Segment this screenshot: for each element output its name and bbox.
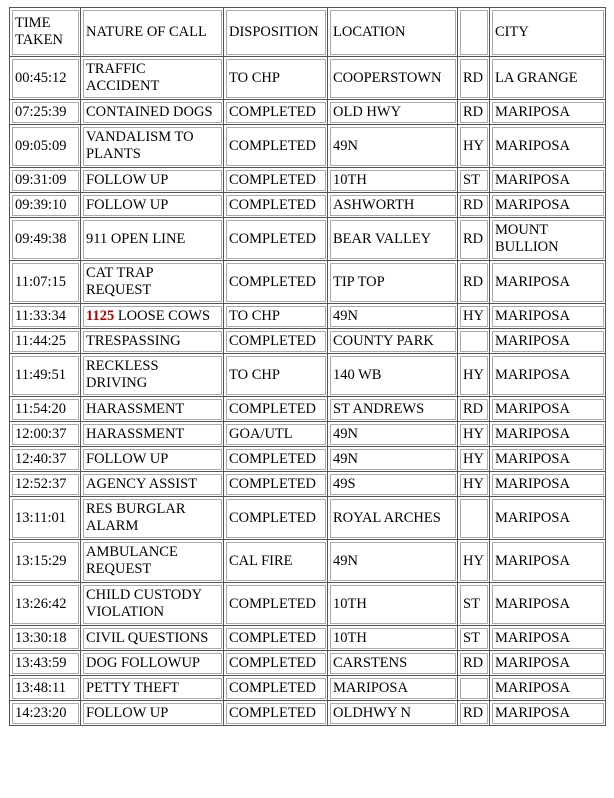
suffix-cell: RD xyxy=(458,651,490,676)
location-cell: MARIPOSA xyxy=(328,676,458,701)
disposition-cell: COMPLETED xyxy=(224,676,328,701)
location-cell: ASHWORTH xyxy=(328,193,458,218)
city-cell: MARIPOSA xyxy=(490,100,606,125)
disposition-cell: COMPLETED xyxy=(224,472,328,497)
disposition-cell: COMPLETED xyxy=(224,447,328,472)
location-cell: 10TH xyxy=(328,626,458,651)
city-cell: MARIPOSA xyxy=(490,701,606,726)
suffix-cell: RD xyxy=(458,218,490,261)
nature-cell: AGENCY ASSIST xyxy=(81,472,224,497)
table-row xyxy=(10,472,606,497)
location-cell: 10TH xyxy=(328,168,458,193)
suffix-cell: RD xyxy=(458,100,490,125)
nature-cell: FOLLOW UP xyxy=(81,168,224,193)
disposition-cell: COMPLETED xyxy=(224,100,328,125)
time-cell: 13:48:11 xyxy=(10,676,81,701)
city-cell: MARIPOSA xyxy=(490,354,606,397)
table-row xyxy=(10,447,606,472)
city-cell: MARIPOSA xyxy=(490,168,606,193)
table-row xyxy=(10,100,606,125)
header-disposition: DISPOSITION xyxy=(224,8,328,57)
suffix-cell: HY xyxy=(458,540,490,583)
time-cell: 09:39:10 xyxy=(10,193,81,218)
table-row xyxy=(10,261,606,304)
city-cell: MOUNT BULLION xyxy=(490,218,606,261)
suffix-cell: RD xyxy=(458,261,490,304)
city-cell: LA GRANGE xyxy=(490,57,606,100)
nature-cell: 1125 LOOSE COWS xyxy=(81,304,224,329)
disposition-cell: COMPLETED xyxy=(224,583,328,626)
disposition-cell: TO CHP xyxy=(224,57,328,100)
city-cell: MARIPOSA xyxy=(490,193,606,218)
time-cell: 12:40:37 xyxy=(10,447,81,472)
disposition-cell: COMPLETED xyxy=(224,651,328,676)
location-cell: COOPERSTOWN xyxy=(328,57,458,100)
time-cell: 13:26:42 xyxy=(10,583,81,626)
table-row xyxy=(10,193,606,218)
nature-cell: CHILD CUSTODY VIOLATION xyxy=(81,583,224,626)
city-cell: MARIPOSA xyxy=(490,125,606,168)
disposition-cell: COMPLETED xyxy=(224,193,328,218)
disposition-cell: GOA/UTL xyxy=(224,422,328,447)
table-row xyxy=(10,168,606,193)
nature-cell: FOLLOW UP xyxy=(81,447,224,472)
header-time: TIME TAKEN xyxy=(10,8,81,57)
disposition-cell: TO CHP xyxy=(224,354,328,397)
nature-cell: AMBULANCE REQUEST xyxy=(81,540,224,583)
location-cell: BEAR VALLEY xyxy=(328,218,458,261)
nature-cell: CAT TRAP REQUEST xyxy=(81,261,224,304)
suffix-cell xyxy=(458,676,490,701)
disposition-cell: COMPLETED xyxy=(224,497,328,540)
nature-cell: RES BURGLAR ALARM xyxy=(81,497,224,540)
table-row xyxy=(10,583,606,626)
header-suffix xyxy=(458,8,490,57)
suffix-cell: HY xyxy=(458,447,490,472)
location-cell: ROYAL ARCHES xyxy=(328,497,458,540)
location-cell: 49N xyxy=(328,422,458,447)
location-cell: OLD HWY xyxy=(328,100,458,125)
city-cell: MARIPOSA xyxy=(490,676,606,701)
time-cell: 13:15:29 xyxy=(10,540,81,583)
nature-cell: HARASSMENT xyxy=(81,397,224,422)
time-cell: 11:33:34 xyxy=(10,304,81,329)
table-row xyxy=(10,540,606,583)
location-cell: 49N xyxy=(328,540,458,583)
table-row xyxy=(10,422,606,447)
time-cell: 11:07:15 xyxy=(10,261,81,304)
nature-cell: RECKLESS DRIVING xyxy=(81,354,224,397)
disposition-cell: COMPLETED xyxy=(224,168,328,193)
table-row xyxy=(10,497,606,540)
table-row xyxy=(10,57,606,100)
city-cell: MARIPOSA xyxy=(490,497,606,540)
call-log-table xyxy=(9,7,606,726)
suffix-cell: RD xyxy=(458,701,490,726)
city-cell: MARIPOSA xyxy=(490,626,606,651)
city-cell: MARIPOSA xyxy=(490,447,606,472)
nature-cell: VANDALISM TO PLANTS xyxy=(81,125,224,168)
city-cell: MARIPOSA xyxy=(490,397,606,422)
suffix-cell: RD xyxy=(458,193,490,218)
nature-cell: CONTAINED DOGS xyxy=(81,100,224,125)
suffix-cell: HY xyxy=(458,125,490,168)
location-cell: 10TH xyxy=(328,583,458,626)
time-cell: 11:44:25 xyxy=(10,329,81,354)
city-cell: MARIPOSA xyxy=(490,583,606,626)
time-cell: 12:00:37 xyxy=(10,422,81,447)
disposition-cell: COMPLETED xyxy=(224,329,328,354)
suffix-cell: ST xyxy=(458,168,490,193)
suffix-cell xyxy=(458,497,490,540)
time-cell: 09:49:38 xyxy=(10,218,81,261)
table-row xyxy=(10,397,606,422)
table-row xyxy=(10,651,606,676)
table-row xyxy=(10,304,606,329)
disposition-cell: COMPLETED xyxy=(224,218,328,261)
nature-cell: HARASSMENT xyxy=(81,422,224,447)
nature-cell: FOLLOW UP xyxy=(81,193,224,218)
time-cell: 00:45:12 xyxy=(10,57,81,100)
city-cell: MARIPOSA xyxy=(490,329,606,354)
disposition-cell: COMPLETED xyxy=(224,261,328,304)
nature-cell: CIVIL QUESTIONS xyxy=(81,626,224,651)
time-cell: 07:25:39 xyxy=(10,100,81,125)
city-cell: MARIPOSA xyxy=(490,472,606,497)
table-row xyxy=(10,626,606,651)
time-cell: 13:43:59 xyxy=(10,651,81,676)
city-cell: MARIPOSA xyxy=(490,540,606,583)
nature-cell: DOG FOLLOWUP xyxy=(81,651,224,676)
suffix-cell: RD xyxy=(458,57,490,100)
disposition-cell: COMPLETED xyxy=(224,701,328,726)
suffix-cell: ST xyxy=(458,583,490,626)
suffix-cell: HY xyxy=(458,472,490,497)
location-cell: ST ANDREWS xyxy=(328,397,458,422)
disposition-cell: COMPLETED xyxy=(224,397,328,422)
time-cell: 09:05:09 xyxy=(10,125,81,168)
city-cell: MARIPOSA xyxy=(490,261,606,304)
time-cell: 13:11:01 xyxy=(10,497,81,540)
location-cell: COUNTY PARK xyxy=(328,329,458,354)
time-cell: 13:30:18 xyxy=(10,626,81,651)
suffix-cell: HY xyxy=(458,304,490,329)
city-cell: MARIPOSA xyxy=(490,304,606,329)
table-row xyxy=(10,329,606,354)
suffix-cell: ST xyxy=(458,626,490,651)
city-cell: MARIPOSA xyxy=(490,422,606,447)
header-row xyxy=(10,8,606,57)
header-city: CITY xyxy=(490,8,606,57)
location-cell: TIP TOP xyxy=(328,261,458,304)
suffix-cell: HY xyxy=(458,422,490,447)
disposition-cell: COMPLETED xyxy=(224,626,328,651)
header-location: LOCATION xyxy=(328,8,458,57)
table-row xyxy=(10,701,606,726)
time-cell: 11:54:20 xyxy=(10,397,81,422)
time-cell: 09:31:09 xyxy=(10,168,81,193)
disposition-cell: CAL FIRE xyxy=(224,540,328,583)
location-cell: OLDHWY N xyxy=(328,701,458,726)
nature-cell: 911 OPEN LINE xyxy=(81,218,224,261)
table-row xyxy=(10,354,606,397)
location-cell: 49S xyxy=(328,472,458,497)
suffix-cell: RD xyxy=(458,397,490,422)
suffix-cell xyxy=(458,329,490,354)
city-cell: MARIPOSA xyxy=(490,651,606,676)
location-cell: 140 WB xyxy=(328,354,458,397)
table-row xyxy=(10,676,606,701)
header-nature: NATURE OF CALL xyxy=(81,8,224,57)
time-cell: 11:49:51 xyxy=(10,354,81,397)
disposition-cell: TO CHP xyxy=(224,304,328,329)
location-cell: 49N xyxy=(328,304,458,329)
time-cell: 12:52:37 xyxy=(10,472,81,497)
table-row xyxy=(10,218,606,261)
disposition-cell: COMPLETED xyxy=(224,125,328,168)
suffix-cell: HY xyxy=(458,354,490,397)
time-cell: 14:23:20 xyxy=(10,701,81,726)
location-cell: 49N xyxy=(328,125,458,168)
call-code: 1125 xyxy=(86,307,115,324)
nature-cell: PETTY THEFT xyxy=(81,676,224,701)
location-cell: CARSTENS xyxy=(328,651,458,676)
nature-cell: FOLLOW UP xyxy=(81,701,224,726)
table-row xyxy=(10,125,606,168)
location-cell: 49N xyxy=(328,447,458,472)
nature-cell: TRESPASSING xyxy=(81,329,224,354)
nature-cell: TRAFFIC ACCIDENT xyxy=(81,57,224,100)
